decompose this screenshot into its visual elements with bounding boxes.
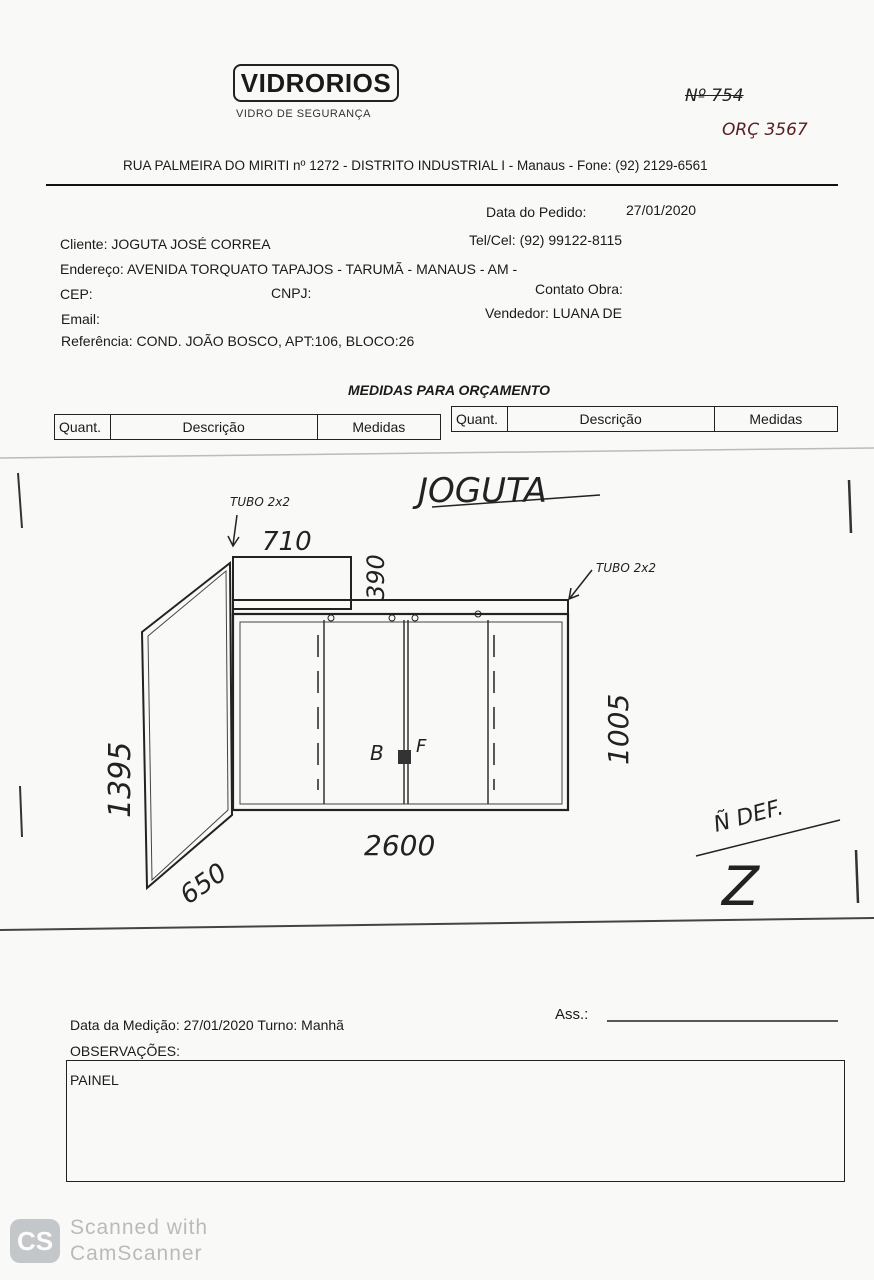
roller (328, 615, 334, 621)
dim-1005: 1005 (602, 693, 635, 765)
margin-mark (18, 473, 22, 528)
col-quant: Quant. (452, 407, 508, 432)
col-measures: Medidas (317, 415, 440, 440)
observations-box (66, 1060, 845, 1182)
col-description: Descrição (110, 415, 317, 440)
note-mark: Z (722, 855, 759, 918)
roller (412, 615, 418, 621)
camscanner-watermark (10, 1215, 208, 1267)
observations-text: PAINEL (70, 1072, 119, 1088)
camscanner-text (70, 1215, 208, 1267)
col-description: Descrição (507, 407, 714, 432)
seller-field: Vendedor: LUANA DE (485, 305, 622, 321)
camscanner-line1: Scanned with (70, 1216, 209, 1239)
measure-date: Data da Medição: 27/01/2020 Turno: Manhã (70, 1017, 344, 1033)
dim-650: 650 (174, 857, 233, 911)
note-not-defined: Ñ DEF. (711, 795, 787, 838)
company-subtitle: VIDRO DE SEGURANÇA (236, 108, 371, 120)
main-frame (233, 614, 568, 810)
margin-mark (856, 850, 858, 903)
dim-2600: 2600 (364, 829, 436, 862)
lock-label-f: F (416, 736, 427, 757)
reference-field: Referência: COND. JOÃO BOSCO, APT:106, BLOCO:26 (61, 333, 415, 349)
client-address: Endereço: AVENIDA TORQUATO TAPAJOS - TARUMÃ - MANAUS - AM - (60, 261, 518, 277)
dim-710: 710 (262, 527, 312, 557)
cep-field: CEP: (60, 286, 93, 302)
tube-label-right: TUBO 2x2 (596, 561, 656, 575)
measures-title: MEDIDAS PARA ORÇAMENTO (348, 382, 550, 398)
col-quant: Quant. (55, 415, 111, 440)
camscanner-logo: CS (10, 1219, 60, 1263)
dim-1395: 1395 (103, 741, 138, 818)
side-glass-panel (142, 563, 232, 888)
sketch-title: JOGUTA (418, 471, 547, 511)
arrow-line (570, 570, 592, 598)
budget-number: ORÇ 3567 (722, 120, 808, 140)
paper-edge-top (0, 448, 874, 458)
dim-390: 390 (362, 554, 390, 600)
lock-icon (398, 750, 411, 764)
margin-mark (849, 480, 851, 533)
client-name: Cliente: JOGUTA JOSÉ CORREA (60, 236, 271, 252)
order-date-value: 27/01/2020 (626, 202, 697, 218)
site-contact-field: Contato Obra: (535, 281, 623, 297)
email-field: Email: (61, 311, 100, 327)
company-name: VIDRORIOS (240, 67, 392, 98)
roller (389, 615, 395, 621)
top-rail-tube (233, 600, 568, 614)
tube-label-left: TUBO 2x2 (230, 495, 290, 509)
margin-mark (20, 786, 22, 837)
signature-label: Ass.: (555, 1006, 589, 1023)
col-measures: Medidas (714, 407, 837, 432)
cnpj-field: CNPJ: (271, 285, 312, 301)
camscanner-line2: CamScanner (70, 1242, 203, 1265)
client-phone: Tel/Cel: (92) 99122-8115 (469, 232, 623, 248)
lock-label-b: B (370, 741, 384, 765)
main-frame-inner (240, 622, 562, 804)
paper-edge-bottom (0, 918, 874, 930)
transom-box (233, 557, 351, 609)
company-address: RUA PALMEIRA DO MIRITI nº 1272 - DISTRITO INDUSTRIAL I - Manaus - Fone: (92) 2129-6561 (123, 158, 708, 173)
order-number: Nº 754 (685, 86, 744, 106)
observations-label: OBSERVAÇÕES: (70, 1043, 180, 1059)
order-date-label: Data do Pedido: (486, 204, 587, 220)
